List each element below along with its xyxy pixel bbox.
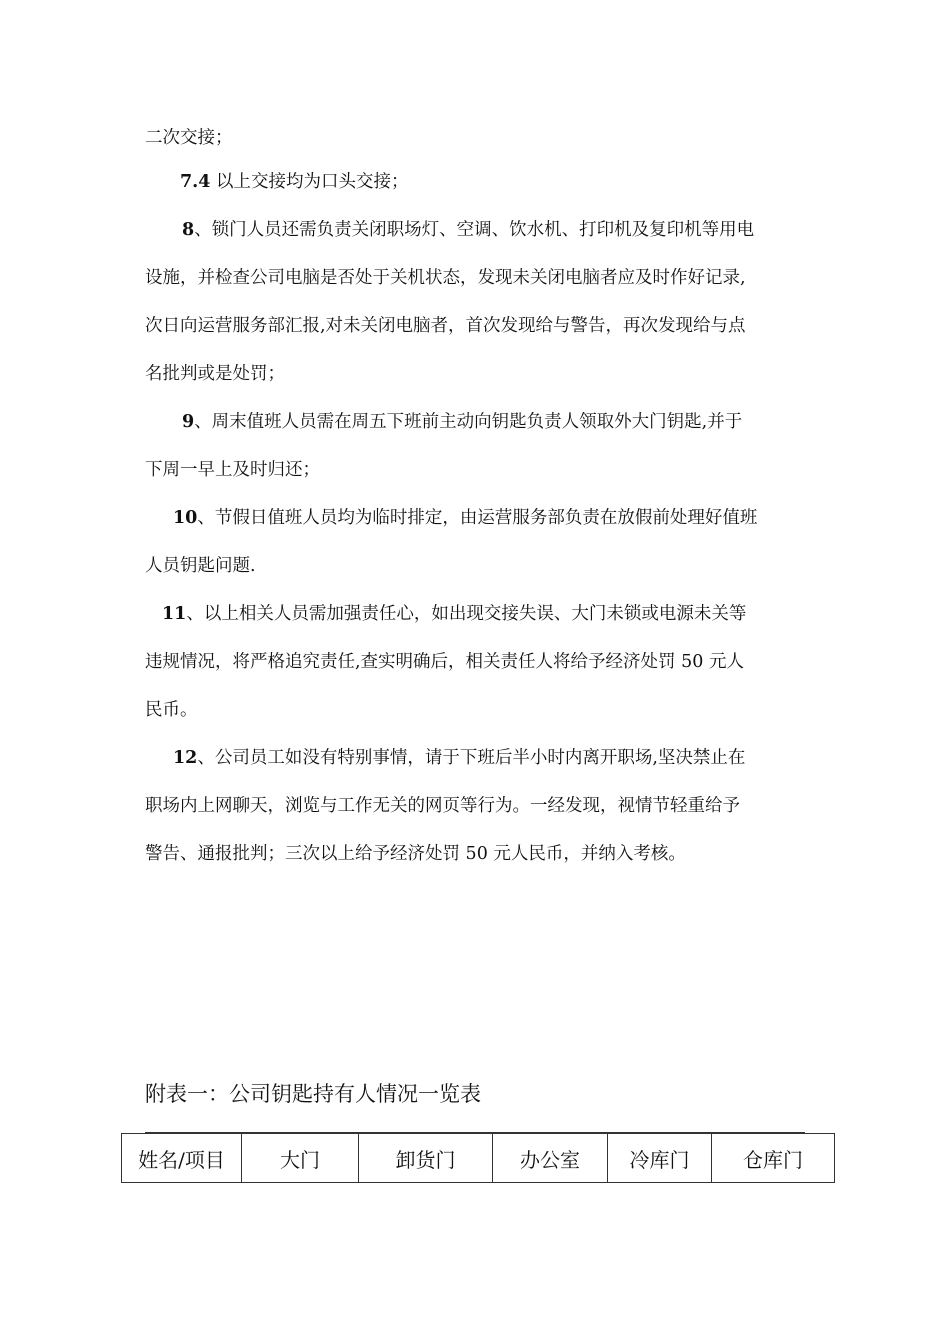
clause-text: 下周一早上及时归还； xyxy=(145,460,320,480)
clause-text: 、以上相关人员需加强责任心，如出现交接失误、大门未锁或电源未关等 xyxy=(186,604,747,624)
table-header-cell: 卸货门 xyxy=(359,1134,493,1183)
clause-text: 职场内上网聊天，浏览与工作无关的网页等行为。一经发现，视情节轻重给予 xyxy=(145,796,740,816)
clause-number: 8 xyxy=(182,220,195,240)
clause-text: 以上交接均为口头交接； xyxy=(216,172,409,192)
clause-number: 12 xyxy=(173,748,198,768)
clause-number: 9 xyxy=(182,412,195,432)
clause-text: 、公司员工如没有特别事情，请于下班后半小时内离开职场,坚决禁止在 xyxy=(197,748,746,768)
paragraph-line xyxy=(145,554,256,578)
paragraph-line xyxy=(145,698,198,722)
paragraph-line xyxy=(173,746,745,770)
paragraph-line xyxy=(145,266,746,290)
paragraph-line xyxy=(182,410,742,434)
paragraph-line xyxy=(145,314,746,338)
paragraph-line xyxy=(145,126,233,150)
clause-text: 、锁门人员还需负责关闭职场灯、空调、饮水机、打印机及复印机等用电 xyxy=(194,220,755,240)
clause-number: 10 xyxy=(173,508,198,528)
paragraph-line xyxy=(180,170,409,194)
paragraph-line xyxy=(145,794,740,818)
table-header-cell: 仓库门 xyxy=(712,1134,835,1183)
paragraph-line xyxy=(145,842,686,866)
table-header-cell: 办公室 xyxy=(493,1134,608,1183)
clause-text: 次日向运营服务部汇报,对未关闭电脑者，首次发现给与警告，再次发现给与点 xyxy=(145,316,746,336)
paragraph-line xyxy=(145,458,320,482)
clause-text: 设施，并检查公司电脑是否处于关机状态，发现未关闭电脑者应及时作好记录, xyxy=(145,268,746,288)
clause-number: 7.4 xyxy=(180,172,211,192)
appendix-title: 附表一：公司钥匙持有人情况一览表 xyxy=(145,1082,481,1106)
paragraph-line xyxy=(145,362,285,386)
clause-text: 人员钥匙问题. xyxy=(145,556,256,576)
paragraph-line xyxy=(145,650,744,674)
clause-number: 11 xyxy=(162,604,187,624)
paragraph-line xyxy=(182,218,754,242)
clause-text: 二次交接； xyxy=(145,128,233,148)
key-holders-table xyxy=(121,1133,835,1183)
clause-text: 名批判或是处罚； xyxy=(145,364,285,384)
clause-text: 警告、通报批判；三次以上给予经济处罚 50 元人民币，并纳入考核。 xyxy=(145,844,686,864)
clause-text: 、节假日值班人员均为临时排定，由运营服务部负责在放假前处理好值班 xyxy=(197,508,758,528)
table-header-row xyxy=(122,1134,835,1183)
table-header-cell: 姓名/项目 xyxy=(122,1134,242,1183)
table-header-cell: 大门 xyxy=(242,1134,359,1183)
paragraph-line xyxy=(173,506,757,530)
clause-text: 民币。 xyxy=(145,700,198,720)
clause-text: 违规情况，将严格追究责任,查实明确后，相关责任人将给予经济处罚 50 元人 xyxy=(145,652,744,672)
clause-text: 、周末值班人员需在周五下班前主动向钥匙负责人领取外大门钥匙,并于 xyxy=(194,412,743,432)
paragraph-line xyxy=(162,602,746,626)
table-header-cell: 冷库门 xyxy=(608,1134,712,1183)
